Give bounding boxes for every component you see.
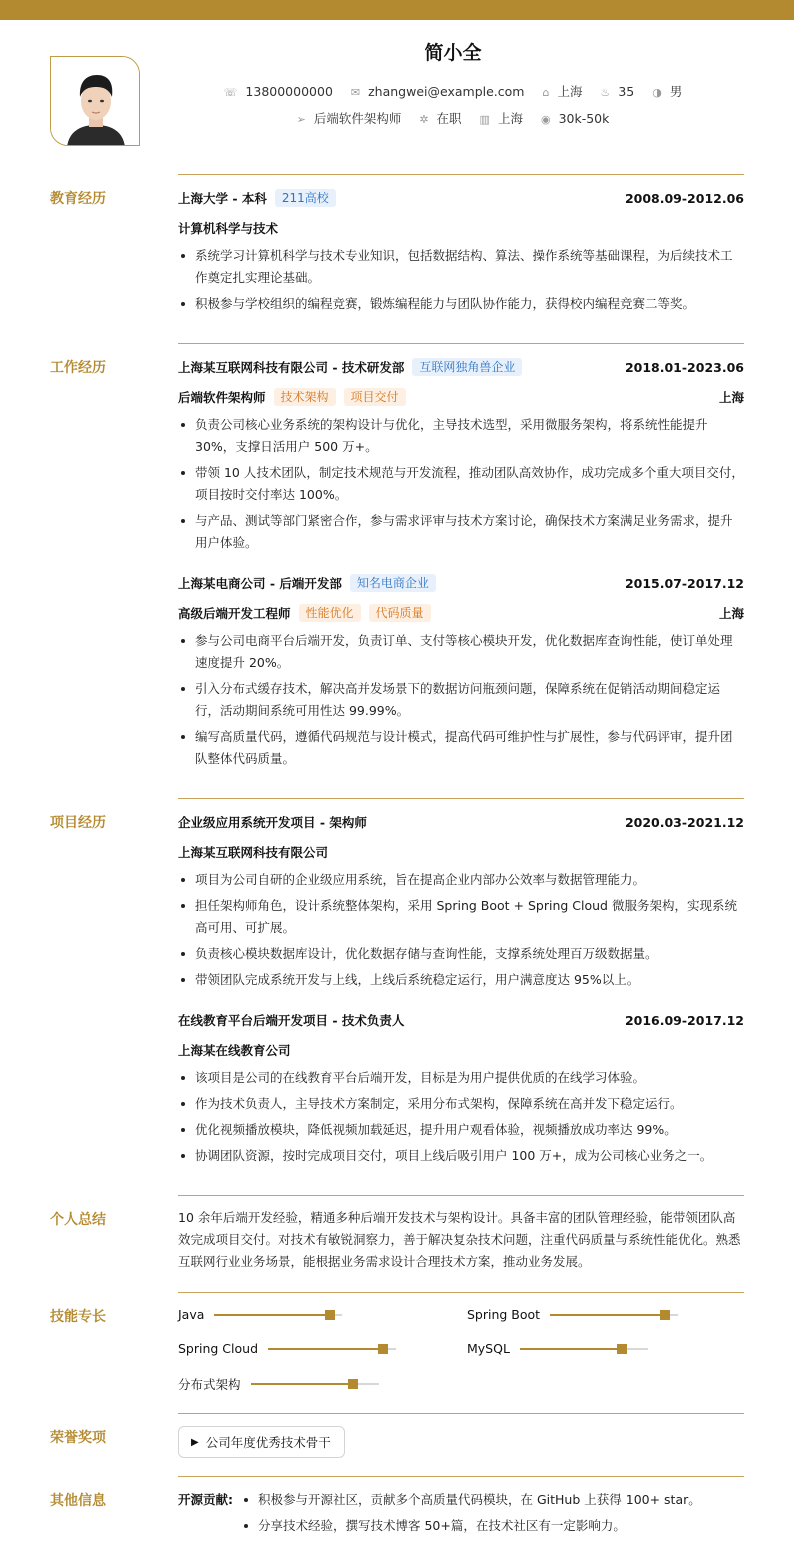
project-bullets [178,1067,744,1167]
skill-bar-fill [251,1383,353,1385]
section-divider [178,1476,744,1477]
work-period: 2018.01-2023.06 [624,359,744,375]
list-item: 引入分布式缓存技术，解决高并发场景下的数据访问瓶颈问题，保障系统在促销活动期间稳定运行，活动期间系统可用性达 99.99%。 [178,678,744,722]
skill-name: MySQL [467,1341,510,1356]
list-item: 负责核心模块数据库设计，优化数据存储与查询性能，支撑系统处理百万级数据量。 [178,943,744,965]
home-icon: ⌂ [542,86,550,99]
target-role-item [297,109,402,127]
school-tag: 211高校 [275,189,336,207]
status-item [419,109,461,127]
section-title-work: 工作经历 [50,360,106,376]
contact-row [0,82,794,100]
skill-item [178,1341,396,1356]
phone-icon: ☏ [223,86,238,99]
major-line [178,219,744,237]
project-entry-2 [178,1011,744,1167]
target-role-value: 后端软件架构师 [313,111,402,126]
award-label: 公司年度优秀技术骨干 [205,1435,331,1450]
send-icon: ➢ [296,113,306,126]
job-title: 后端软件架构师 [178,390,266,405]
coin-icon: ◉ [540,113,551,126]
job-title: 高级后端开发工程师 [178,606,291,621]
skill-bar-knob [660,1310,670,1320]
skill-item [467,1307,678,1322]
section-divider [178,174,744,175]
skill-bar-fill [520,1348,622,1350]
skill-tag: 性能优化 [299,604,361,622]
list-item: 负责公司核心业务系统的架构设计与优化，主导技术选型，采用微服务架构，将系统性能提升 30%，支撑日活用户 500 万+。 [178,414,744,458]
work-period: 2015.07-2017.12 [624,575,744,591]
city-item [542,82,582,100]
building-icon: ▥ [479,113,490,126]
skill-bar [550,1314,678,1316]
list-item: 参与公司电商平台后端开发，负责订单、支付等核心模块开发，优化数据库查询性能，使订单处理速度提升 20%。 [178,630,744,674]
section-title-honors: 荣誉奖项 [50,1430,106,1446]
project-header [178,813,744,831]
skill-bar-knob [348,1379,358,1389]
section-divider [178,1292,744,1293]
cake-icon: ♨ [600,86,611,99]
section-title-skills: 技能专长 [50,1309,106,1325]
target-city-value: 上海 [497,111,523,126]
project-org: 上海某在线教育公司 [178,1043,291,1058]
skill-bar-knob [325,1310,335,1320]
skill-bar [214,1314,342,1316]
list-item: 积极参与开源社区，贡献多个高质量代码模块，在 GitHub 上获得 100+ star。 [241,1489,744,1511]
section-title-education: 教育经历 [50,191,106,207]
section-title-summary: 个人总结 [50,1212,106,1228]
work-entry-2 [178,574,744,770]
other-bullets [241,1489,744,1537]
list-item: 项目为公司自研的企业级应用系统，旨在提高企业内部办公效率与数据管理能力。 [178,869,744,891]
job-intent-row [0,109,794,127]
education-entry [178,189,744,315]
list-item: 积极参与学校组织的编程竞赛，锻炼编程能力与团队协作能力，获得校内编程竞赛二等奖。 [178,293,744,315]
project-org: 上海某互联网科技有限公司 [178,845,329,860]
gender-item [652,82,682,100]
skill-item [178,1375,379,1393]
city-value: 上海 [557,84,583,99]
project-bullets [178,869,744,991]
job-title-line [178,388,744,406]
status-icon: ✲ [419,113,429,126]
skill-tag: 项目交付 [344,388,406,406]
section-title-other: 其他信息 [50,1493,106,1509]
work-header [178,358,744,376]
caret-right-icon: ▶ [191,1436,199,1448]
skill-item [178,1307,342,1322]
email-value: zhangwei@example.com [368,84,525,99]
project-header [178,1011,744,1029]
other-label: 开源贡献: [178,1492,233,1507]
list-item: 担任架构师角色，设计系统整体架构，采用 Spring Boot + Spring Cloud 微服务架构，实现系统高可用、可扩展。 [178,895,744,939]
section-divider [178,1413,744,1414]
salary-item [541,111,609,126]
project-org-line [178,843,744,861]
school-name: 上海大学 - 本科 [178,191,267,206]
work-bullets [178,630,744,770]
skill-bar-fill [268,1348,383,1350]
skill-item [467,1341,648,1356]
project-org-line [178,1041,744,1059]
work-entry-1 [178,358,744,554]
list-item: 分享技术经验，撰写技术博客 50+篇，在技术社区有一定影响力。 [241,1515,744,1537]
skill-bar-fill [214,1314,329,1316]
skill-bar [268,1348,396,1350]
list-item: 优化视频播放模块，降低视频加载延迟，提升用户观看体验，视频播放成功率达 99%。 [178,1119,744,1141]
gender-value: 男 [669,84,683,99]
education-period: 2008.09-2012.06 [624,190,744,206]
skill-tag: 技术架构 [274,388,336,406]
company-tag: 知名电商企业 [350,574,436,592]
avatar [50,56,140,146]
project-name: 在线教育平台后端开发项目 - 技术负责人 [178,1013,405,1028]
section-divider [178,1195,744,1196]
project-entry-1 [178,813,744,991]
list-item: 协调团队资源，按时完成项目交付，项目上线后吸引用户 100 万+，成为公司核心业务之一。 [178,1145,744,1167]
skill-name: Spring Boot [467,1307,541,1322]
list-item: 带领团队完成系统开发与上线，上线后系统稳定运行，用户满意度达 95%以上。 [178,969,744,991]
skill-name: Spring Cloud [178,1341,259,1356]
education-bullets [178,245,744,315]
section-divider [178,798,744,799]
list-item: 该项目是公司的在线教育平台后端开发，目标是为用户提供优质的在线学习体验。 [178,1067,744,1089]
work-bullets [178,414,744,554]
education-header [178,189,744,207]
status-value: 在职 [436,111,462,126]
list-item: 作为技术负责人，主导技术方案制定，采用分布式架构，保障系统在高并发下稳定运行。 [178,1093,744,1115]
list-item: 带领 10 人技术团队，制定技术规范与开发流程，推动团队高效协作，成功完成多个重大项目交付，项目按时交付率达 100%。 [178,462,744,506]
list-item: 与产品、测试等部门紧密合作，参与需求评审与技术方案讨论，确保技术方案满足业务需求，提升用户体验。 [178,510,744,554]
email-item [351,84,525,99]
skill-bar-fill [550,1314,665,1316]
skill-name: Java [178,1307,205,1322]
section-title-projects: 项目经历 [50,815,106,831]
salary-value: 30k-50k [558,111,610,126]
phone-value: 13800000000 [245,84,333,99]
project-name: 企业级应用系统开发项目 - 架构师 [178,815,367,830]
section-divider [178,343,744,344]
skill-bar-knob [617,1344,627,1354]
work-location: 上海 [718,390,744,405]
list-item: 系统学习计算机科学与技术专业知识，包括数据结构、算法、操作系统等基础课程，为后续技术工作奠定扎实理论基础。 [178,245,744,289]
major-name: 计算机科学与技术 [178,221,279,236]
age-value: 35 [618,84,635,99]
summary-text: 10 余年后端开发经验，精通多种后端开发技术与架构设计。具备丰富的团队管理经验，能带领团队高效完成项目交付。对技术有敏锐洞察力，善于解决复杂技术问题，注重代码质量与系统性能优化。熟悉互联网行业业务场景，能根据业务需求设计合理技术方案，推动业务发展。 [178,1210,741,1269]
skill-bar [251,1383,379,1385]
award-toggle[interactable] [178,1426,345,1458]
mail-icon: ✉ [350,86,361,99]
skill-name: 分布式架构 [178,1377,241,1392]
company-name: 上海某电商公司 - 后端开发部 [178,576,342,591]
avatar-portrait [51,57,140,146]
company-tag: 互联网独角兽企业 [412,358,522,376]
project-period: 2016.09-2017.12 [624,1012,744,1028]
skill-bar-knob [378,1344,388,1354]
skill-bar [520,1348,648,1350]
skill-tag: 代码质量 [369,604,431,622]
target-city-item [480,109,523,127]
job-title-line [178,604,744,622]
top-accent-bar [0,0,794,20]
age-item [600,84,634,99]
work-header [178,574,744,592]
other-info [178,1489,744,1537]
candidate-name: 简小全 [424,42,482,64]
gender-icon: ◑ [652,86,662,99]
phone-item [224,84,333,99]
list-item: 编写高质量代码，遵循代码规范与设计模式，提高代码可维护性与扩展性，参与代码评审，提升团队整体代码质量。 [178,726,744,770]
work-location: 上海 [718,606,744,621]
project-period: 2020.03-2021.12 [624,814,744,830]
company-name: 上海某互联网科技有限公司 - 技术研发部 [178,360,405,375]
